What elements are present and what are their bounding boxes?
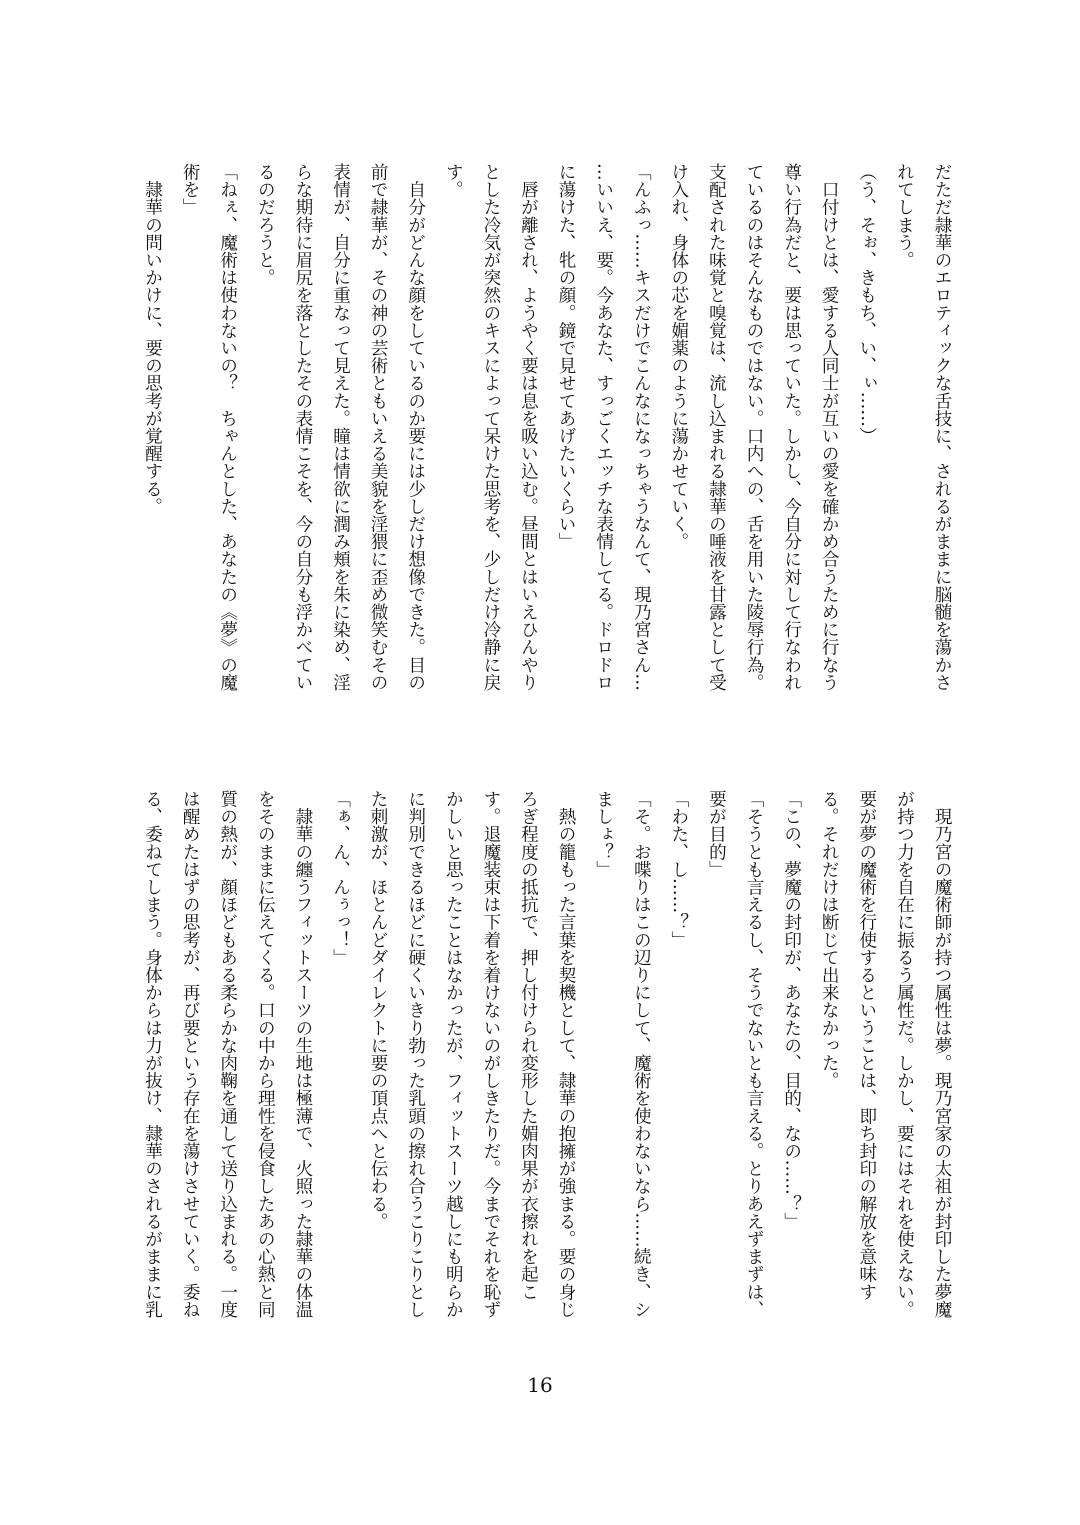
text-line: す。退魔装束は下着を着けないのがしきたりだ。今までそれを恥ず [480,790,501,1318]
text-line: 自分がどんな顔をしているのか要には少しだけ想像できた。目の [405,163,426,691]
text-line: に判別できるほどに硬くいきり勃った乳頭の擦れ合うこりこりとし [405,790,426,1318]
text-line: をそのままに伝えてくる。口の中から理性を侵食したあの心熱と同 [255,790,276,1318]
text-line: らな期待に眉尻を落としたその表情こそを、今の自分も浮かべてい [292,163,313,691]
text-line: 現乃宮の魔術師が持つ属性は夢。現乃宮家の太祖が封印した夢魔 [932,790,952,1318]
text-line: 質の熱が、顔ほどもある柔らかな肉鞠を通して送り込まれる。一度 [217,790,238,1318]
text-line: 「ぁ、ん、んぅっ！」 [330,790,351,966]
text-line: ましょ？」 [593,790,614,878]
text-line: す。 [443,163,464,199]
text-line: 「わた、し……？」 [668,790,689,949]
text-line: る、委ねてしまう。身体からは力が抜け、隷華のされるがままに乳 [142,790,163,1318]
text-line: 表情が、自分に重なって見えた。瞳は情欲に潤み頬を朱に染め、淫 [330,163,351,691]
text-line: とした冷気が突然のキスによって呆けた思考を、少しだけ冷静に戻 [480,163,501,691]
text-line: 口付けとは、愛する人同士が互いの愛を確かめ合うために行なう [819,163,840,691]
text-line: 熱の籠もった言葉を契機として、隷華の抱擁が強まる。要の身じ [556,790,577,1318]
text-line: だただ隷華のエロティックな舌技に、されるがままに脳髄を蕩かさ [932,163,952,691]
text-line: け入れ、身体の芯を媚薬のように蕩かせていく。 [668,163,689,551]
text-line: 唇が離され、ようやく要は息を吸い込む。昼間とはいえひんやり [518,163,539,691]
text-block-bottom [140,790,960,1330]
text-line: ているのはそんなものではない。口内への、舌を用いた陵辱行為。 [744,163,765,691]
text-line: 「ねぇ、魔術は使わないの？ ちゃんとした、あなたの《夢》の魔 [217,163,238,691]
text-line: が持つ力を自在に振るう属性だ。しかし、要にはそれを使えない。 [894,790,915,1318]
text-line: …いいえ、要。今あなた、すっごくエッチな表情してる。ドロドロ [593,163,614,691]
text-line: 尊い行為だと、要は思っていた。しかし、今自分に対して行なわれ [781,163,802,691]
text-line: 隷華の問いかけに、要の思考が覚醒する。 [142,163,163,515]
text-line: かしいと思ったことはなかったが、フィットスーツ越しにも明らか [443,790,464,1318]
text-line: に蕩けた、牝の顔。鏡で見せてあげたいくらい」 [556,163,577,551]
text-line: は醒めたはずの思考が、再び要という存在を蕩けさせていく。委ね [180,790,201,1318]
text-line: 「そ。お喋りはこの辺りにして、魔術を使わないなら……続き、シ [631,790,652,1318]
text-line: る。それだけは断じて出来なかった。 [819,790,840,1090]
text-line: 「この、夢魔の封印が、あなたの、目的、なの……？」 [781,790,802,1230]
page-number: 16 [527,1373,553,1397]
text-line: （う、そぉ、きもち、い、ぃ……） [856,163,877,445]
text-line: れてしまう。 [894,163,915,269]
text-line: 要が目的」 [706,790,727,878]
text-block-top [140,163,960,703]
text-line: ろぎ程度の抵抗で、押し付けられ変形した媚肉果が衣擦れを起こ [518,790,539,1301]
text-line: 「そうとも言えるし、そうでないとも言える。とりあえずまずは、 [744,790,765,1318]
text-line: 「んふっ……キスだけでこんなになっちゃうなんて、現乃宮さん… [631,163,652,691]
text-line: るのだろうと。 [255,163,276,287]
text-line: 前で隷華が、その神の芸術ともいえる美貌を淫猥に歪め微笑むその [368,163,389,691]
text-line: 要が夢の魔術を行使するということは、即ち封印の解放を意味す [856,790,877,1301]
text-line: 術を」 [180,163,201,216]
text-line: 支配された味覚と嗅覚は、流し込まれる隷華の唾液を甘露として受 [706,163,727,691]
text-line: た刺激が、ほとんどダイレクトに要の頂点へと伝わる。 [368,790,389,1230]
text-line: 隷華の纏うフィットスーツの生地は極薄で、火照った隷華の体温 [292,790,313,1318]
